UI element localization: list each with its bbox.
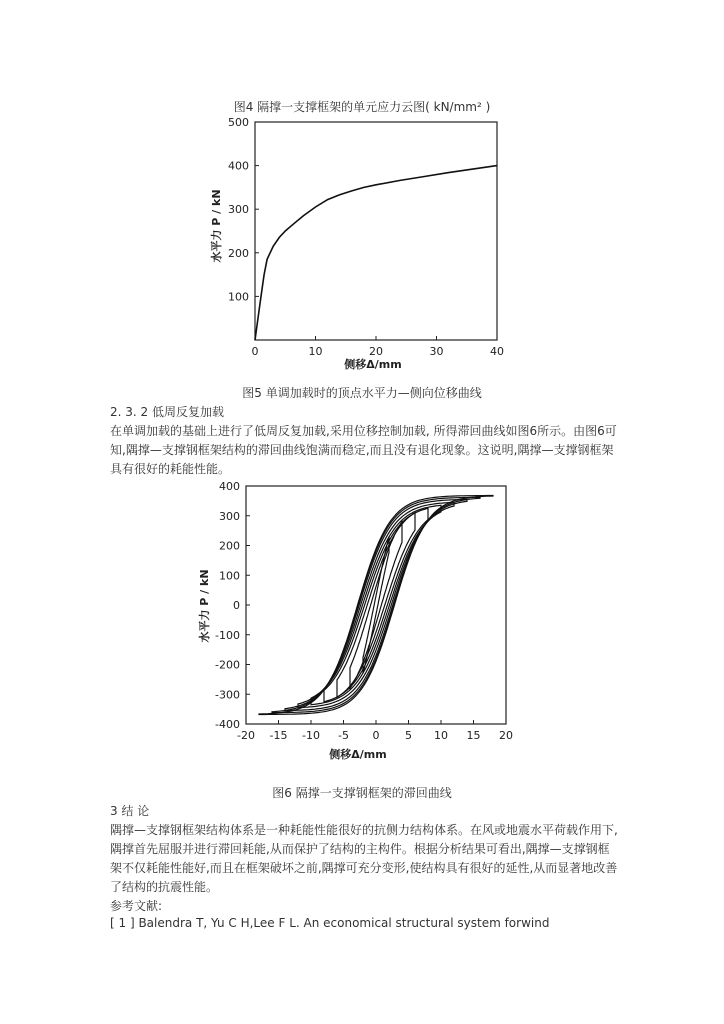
fig5-ytick-label: 500 — [228, 116, 249, 129]
fig5-xtick-label: 40 — [490, 345, 504, 358]
fig6-ytick-label: -200 — [215, 658, 240, 672]
fig6-ytick-label: 0 — [233, 599, 240, 612]
fig5-series-line — [255, 166, 497, 340]
fig6-xtick-label: 10 — [434, 729, 448, 742]
fig6-xtick-label: 0 — [372, 729, 380, 742]
fig6-ytick-label: 200 — [219, 539, 240, 553]
fig6-xtick-label: -10 — [302, 729, 320, 742]
fig6-xlabel: 侧移Δ/mm — [329, 748, 387, 761]
reference-1: [ 1 ] Balendra T, Yu C H,Lee F L. An economical structural system forwind — [110, 916, 550, 930]
fig5-ytick-label: 400 — [228, 159, 249, 173]
fig6-ytick-label: -300 — [215, 688, 240, 702]
fig6-xtick-label: -15 — [269, 729, 288, 742]
section-heading-3: 3 结 论 — [110, 804, 150, 818]
fig6-hysteresis-loop — [311, 505, 441, 704]
fig6-xtick-label: -5 — [338, 729, 349, 742]
references-label: 参考文献: — [110, 899, 163, 913]
fig6-ylabel: 水平力 P / kN — [198, 569, 211, 643]
fig5-xtick-label: 20 — [369, 345, 383, 358]
fig4-caption: 图4 隔撑一支撑框架的单元应力云图( kN/mm² ) — [233, 100, 491, 114]
paragraph-conclusion: 隅撑—支撑钢框架结构体系是一种耗能性能很好的抗侧力结构体系。在风或地震水平荷载作用下,隅撑首先屈服并进行滞回耗能,从而保护了结构的主构件。根据分析结果可看出,隅撑—支撑钢框架不仅耗能性能好,而且在框架破坏之前,隅撑可充分变形,使结构具有很好的延性,从而显著地改善了结构的抗震性能。 — [110, 823, 618, 894]
fig6-hysteresis-loop — [337, 513, 415, 697]
fig6-hysteresis-loop — [272, 497, 480, 712]
fig6-ytick-label: -400 — [215, 718, 240, 731]
fig5-xtick-label: 30 — [429, 345, 444, 358]
fig6-chart — [196, 478, 528, 768]
paragraph-232: 在单调加载的基础上进行了低周反复加载,采用位移控制加载, 所得滞回曲线如图6所示。由图6可知,隅撑—支撑钢框架结构的滞回曲线饱满而稳定,而且没有退化现象。这说明,隅撑—支撑钢框架具有很好的耗能性能。 — [110, 424, 617, 476]
fig6-hysteresis-loop — [285, 499, 467, 710]
fig6-ytick-label: 400 — [219, 480, 240, 493]
fig6-hysteresis-loop — [298, 502, 454, 707]
fig5-xtick-label: 0 — [251, 345, 259, 358]
fig5-xtick-label: 10 — [308, 345, 323, 358]
fig5-ytick-label: 300 — [228, 203, 249, 217]
fig5-ylabel: 水平力 P / kN — [210, 189, 223, 263]
fig5-ytick-label: 100 — [228, 290, 249, 304]
fig5-chart — [200, 114, 530, 376]
fig6-xtick-label: -20 — [237, 729, 255, 742]
fig6-hysteresis-loop — [324, 508, 428, 701]
fig6-ytick-label: -100 — [215, 628, 240, 642]
fig6-ytick-label: 100 — [219, 569, 240, 583]
fig6-hysteresis-loop — [259, 496, 493, 715]
fig6-xtick-label: 20 — [499, 729, 513, 742]
fig6-xtick-label: 5 — [405, 729, 412, 742]
fig6-plot-frame — [246, 486, 506, 724]
fig5-caption: 图5 单调加载时的顶点水平力—侧向位移曲线 — [242, 386, 482, 400]
fig5-ytick-label: 200 — [228, 246, 249, 260]
fig5-plot-frame — [255, 122, 497, 340]
fig5-xlabel: 侧移Δ/mm — [344, 358, 402, 371]
fig6-ytick-label: 300 — [219, 509, 240, 523]
fig6-xtick-label: 15 — [466, 729, 481, 742]
section-heading-232: 2. 3. 2 低周反复加载 — [110, 405, 224, 419]
fig6-caption: 图6 隔撑一支撑钢框架的滞回曲线 — [272, 786, 452, 800]
